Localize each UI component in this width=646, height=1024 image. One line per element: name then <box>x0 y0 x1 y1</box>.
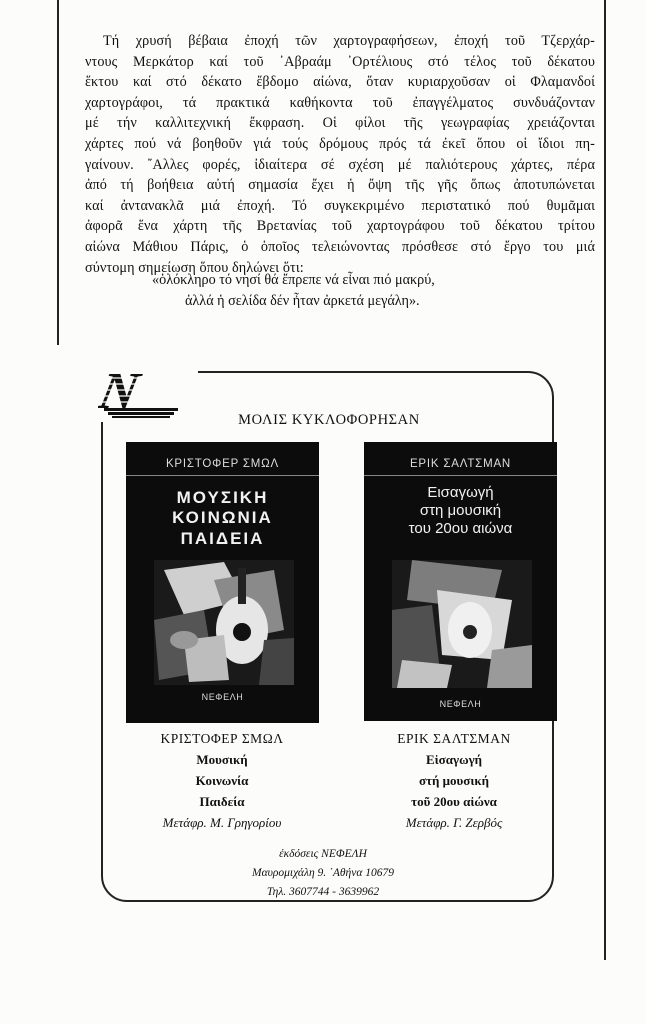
quote-line-1: «ὁλόκληρο τό νησί θά ἔπρεπε νά εἶναι πιό μακρύ, <box>152 272 435 288</box>
publisher-phone: Τηλ. 3607744 - 3639962 <box>266 886 380 898</box>
cubist-guitar-artwork <box>154 560 294 685</box>
cover-title-line: ΚΟΙΝΩΝΙΑ <box>172 508 273 527</box>
cubist-instrument-artwork <box>392 560 532 688</box>
paragraph-line: αἰώνα Μάθιου Πάρις, ὁ ὁποῖος τελειώνοντας πρόσθεσε στό ἔργο του μιά <box>85 238 595 255</box>
cover-title-line: ΜΟΥΣΙΚΗ <box>176 488 269 507</box>
publisher-logo <box>98 364 198 422</box>
cover-title-line: του 20ου αιώνα <box>408 520 513 537</box>
book-author: ΕΡΙΚ ΣΑΛΤΣΜΑΝ <box>397 731 511 746</box>
book-title-line: Παιδεία <box>199 794 245 809</box>
book-info-1 <box>122 728 322 833</box>
cover-author: ΕΡΙΚ ΣΑΛΤΣΜΑΝ <box>409 458 512 470</box>
cover-divider <box>364 475 557 476</box>
book-cover-music-society-education <box>126 442 319 723</box>
quote-line-2: ἀλλά ἡ σελίδα δέν ἦταν ἀρκετά μεγάλη». <box>185 293 420 309</box>
book-cover-introduction-20th-century-music <box>364 442 557 721</box>
book-title-line: τοῦ 20ου αἰώνα <box>411 794 497 809</box>
book-author: ΚΡΙΣΤΟΦΕΡ ΣΜΩΛ <box>160 731 284 746</box>
paragraph-line: χαρτογράφοι, τά πρακτικά καθήκοντα τοῦ ἐπαγγέλματος συνδυάζονταν <box>85 94 595 111</box>
cover-title-line: ΠΑΙΔΕΙΑ <box>180 529 265 548</box>
book-info-2 <box>354 728 554 833</box>
ad-heading: ΜΟΛΙΣ ΚΥΚΛΟΦΟΡΗΣΑΝ <box>238 412 420 428</box>
book-title-line: στή μουσική <box>418 773 489 788</box>
cover-title-line: Εισαγωγή <box>427 484 494 501</box>
cover-author: ΚΡΙΣΤΟΦΕΡ ΣΜΩΛ <box>165 458 280 470</box>
cover-publisher: ΝΕΦΕΛΗ <box>439 699 482 709</box>
book-title-line: Μουσική <box>196 752 248 767</box>
publisher-contact <box>223 845 423 902</box>
book-translator: Μετάφρ. Μ. Γρηγορίου <box>162 815 282 830</box>
book-title-line: Εἰσαγωγή <box>425 752 483 767</box>
left-margin-rule <box>57 0 59 345</box>
cover-publisher: ΝΕΦΕΛΗ <box>201 692 244 702</box>
paragraph-line: γαίνουν. ῎Αλλες φορές, ἰδιαίτερα σέ σχέση μέ παλιότερους χάρτες, πέρα <box>85 156 595 173</box>
book-translator: Μετάφρ. Γ. Ζερβός <box>405 815 503 830</box>
cover-title-line: στη μουσική <box>419 502 502 519</box>
paragraph-line: ἀφορᾶ ἕνα χάρτη τῆς Βρετανίας τοῦ χαρτογράφου τοῦ δέκατου τρίτου <box>85 218 595 235</box>
article-paragraph <box>85 31 595 278</box>
publisher-name: ἐκδόσεις ΝΕΦΕΛΗ <box>279 848 367 860</box>
cover-divider <box>126 475 319 476</box>
right-margin-rule <box>604 0 606 960</box>
paragraph-line: ἀπό τή βοήθεια αὐτή σημασία ἔχει ἡ ὄψη τῆς γῆς ὅπως ἀποτυπώνεται <box>85 177 595 194</box>
paragraph-line: Τή χρυσή βέβαια ἐποχή τῶν χαρτογραφήσεων, ἐποχή τοῦ Τζερχάρ- <box>103 33 595 49</box>
paragraph-line: ντους Μερκάτορ καί τοῦ ᾿Αβραάμ ᾿Ορτέλιους στό τέλος τοῦ δέκατου <box>85 53 595 70</box>
paragraph-line: μέ τήν καλλιτεχνική ἔκφραση. Οἱ φίλοι τῆς γεωγραφίας χρειάζονται <box>85 115 595 132</box>
paragraph-line: σύντομη σημείωση ὅπου δηλώνει ὅτι: <box>85 259 304 276</box>
nefeli-logo-icon <box>98 364 198 422</box>
publisher-address: Μαυρομιχάλη 9. ᾿Αθήνα 10679 <box>251 867 395 879</box>
paragraph-line: ἕκτου καί στό δέκατο ἕβδομο αἰώνα, ὅταν κυριαρχοῦσαν οἱ Φλαμανδοί <box>85 74 595 91</box>
logo-letter: N <box>98 364 144 420</box>
paragraph-line: χάρτες πού νά βοηθοῦν γιά τούς δρόμους πρός τά ἐκεῖ ὅπου οἱ ἴδιοι πη- <box>85 135 595 152</box>
paragraph-line: καί ἀντανακλᾶ μιά ἐποχή. Τό συγκεκριμένο περιστατικό πού θυμᾶμαι <box>85 197 595 214</box>
book-title-line: Κοινωνία <box>195 773 249 788</box>
